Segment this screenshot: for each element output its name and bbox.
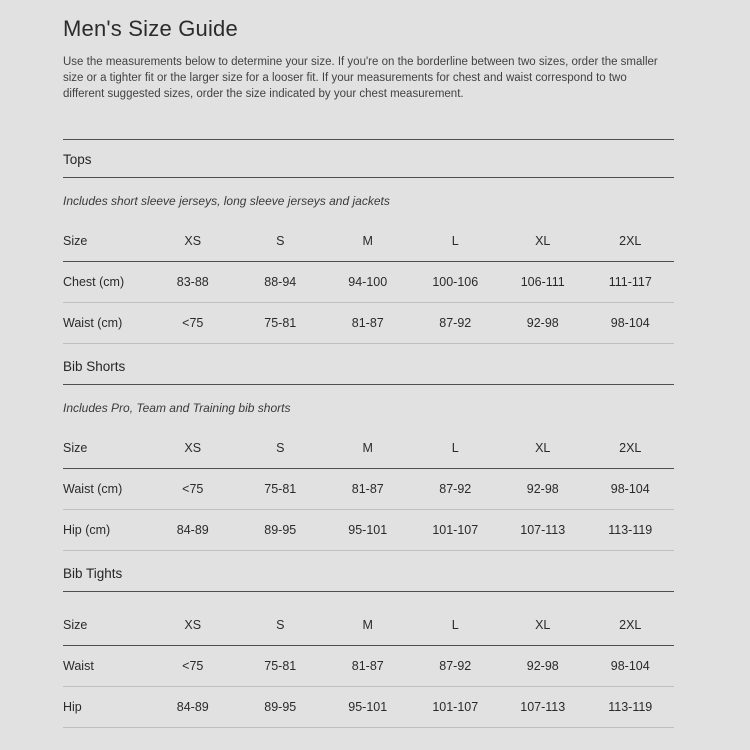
size-cell: 101-107 xyxy=(412,687,500,728)
column-header-size: Size xyxy=(63,614,149,646)
size-cell: 84-89 xyxy=(149,510,237,551)
table-header-row xyxy=(63,437,674,469)
column-header-l: L xyxy=(412,437,500,469)
size-cell: 107-113 xyxy=(499,687,587,728)
size-cell: 98-104 xyxy=(587,303,675,344)
size-cell: 84-89 xyxy=(149,687,237,728)
size-cell: 81-87 xyxy=(324,646,412,687)
column-header-xl: XL xyxy=(499,614,587,646)
column-header-m: M xyxy=(324,230,412,262)
size-cell: 113-119 xyxy=(587,687,675,728)
column-header-s: S xyxy=(237,437,325,469)
size-cell: 106-111 xyxy=(499,262,587,303)
size-cell: 95-101 xyxy=(324,687,412,728)
column-header-l: L xyxy=(412,614,500,646)
size-cell: 111-117 xyxy=(587,262,675,303)
table-row-hip xyxy=(63,687,674,728)
size-cell: <75 xyxy=(149,303,237,344)
table-row-hip xyxy=(63,510,674,551)
column-header-2xl: 2XL xyxy=(587,230,675,262)
table-row-waist xyxy=(63,469,674,510)
size-cell: 87-92 xyxy=(412,646,500,687)
size-cell: 95-101 xyxy=(324,510,412,551)
size-cell: 89-95 xyxy=(237,687,325,728)
size-cell: 92-98 xyxy=(499,646,587,687)
size-table-bib-tights xyxy=(63,614,674,728)
column-header-xl: XL xyxy=(499,437,587,469)
size-cell: 92-98 xyxy=(499,303,587,344)
column-header-l: L xyxy=(412,230,500,262)
row-label: Chest (cm) xyxy=(63,262,149,303)
section-title-bib-tights: Bib Tights xyxy=(63,567,674,592)
size-cell: 81-87 xyxy=(324,303,412,344)
intro-text: Use the measurements below to determine your size. If you're on the borderline between two sizes, order the smaller size or a tighter fit or the larger size for a looser fit. If your measurements for chest and waist correspond to two different suggested sizes, order the size indicated by your chest measurement. xyxy=(63,56,658,100)
table-row-waist xyxy=(63,646,674,687)
column-header-m: M xyxy=(324,437,412,469)
row-label: Waist xyxy=(63,646,149,687)
column-header-m: M xyxy=(324,614,412,646)
size-cell: 83-88 xyxy=(149,262,237,303)
table-header-row xyxy=(63,230,674,262)
size-cell: 75-81 xyxy=(237,469,325,510)
size-cell: 87-92 xyxy=(412,303,500,344)
column-header-xl: XL xyxy=(499,230,587,262)
column-header-2xl: 2XL xyxy=(587,614,675,646)
size-cell: 87-92 xyxy=(412,469,500,510)
table-row-chest xyxy=(63,262,674,303)
size-cell: 94-100 xyxy=(324,262,412,303)
column-header-xs: XS xyxy=(149,614,237,646)
section-note-bib-shorts: Includes Pro, Team and Training bib shorts xyxy=(63,401,291,415)
size-cell: 88-94 xyxy=(237,262,325,303)
row-label: Hip (cm) xyxy=(63,510,149,551)
row-label: Waist (cm) xyxy=(63,303,149,344)
column-header-2xl: 2XL xyxy=(587,437,675,469)
size-cell: <75 xyxy=(149,646,237,687)
size-cell: 75-81 xyxy=(237,646,325,687)
table-header-row xyxy=(63,614,674,646)
size-table-bib-shorts xyxy=(63,437,674,551)
section-title-bib-shorts: Bib Shorts xyxy=(63,360,674,385)
column-header-xs: XS xyxy=(149,230,237,262)
size-cell: 100-106 xyxy=(412,262,500,303)
column-header-s: S xyxy=(237,230,325,262)
column-header-size: Size xyxy=(63,230,149,262)
size-cell: 75-81 xyxy=(237,303,325,344)
row-label: Waist (cm) xyxy=(63,469,149,510)
row-label: Hip xyxy=(63,687,149,728)
table-row-waist xyxy=(63,303,674,344)
page-title: Men's Size Guide xyxy=(63,16,238,41)
size-cell: <75 xyxy=(149,469,237,510)
column-header-size: Size xyxy=(63,437,149,469)
size-table-tops xyxy=(63,230,674,344)
size-cell: 81-87 xyxy=(324,469,412,510)
size-cell: 98-104 xyxy=(587,469,675,510)
size-cell: 92-98 xyxy=(499,469,587,510)
size-guide-content xyxy=(63,0,674,728)
size-cell: 113-119 xyxy=(587,510,675,551)
section-title-tops: Tops xyxy=(63,139,674,178)
section-note-tops: Includes short sleeve jerseys, long sleeve jerseys and jackets xyxy=(63,194,390,208)
size-cell: 107-113 xyxy=(499,510,587,551)
size-cell: 89-95 xyxy=(237,510,325,551)
column-header-xs: XS xyxy=(149,437,237,469)
column-header-s: S xyxy=(237,614,325,646)
size-cell: 98-104 xyxy=(587,646,675,687)
size-cell: 101-107 xyxy=(412,510,500,551)
